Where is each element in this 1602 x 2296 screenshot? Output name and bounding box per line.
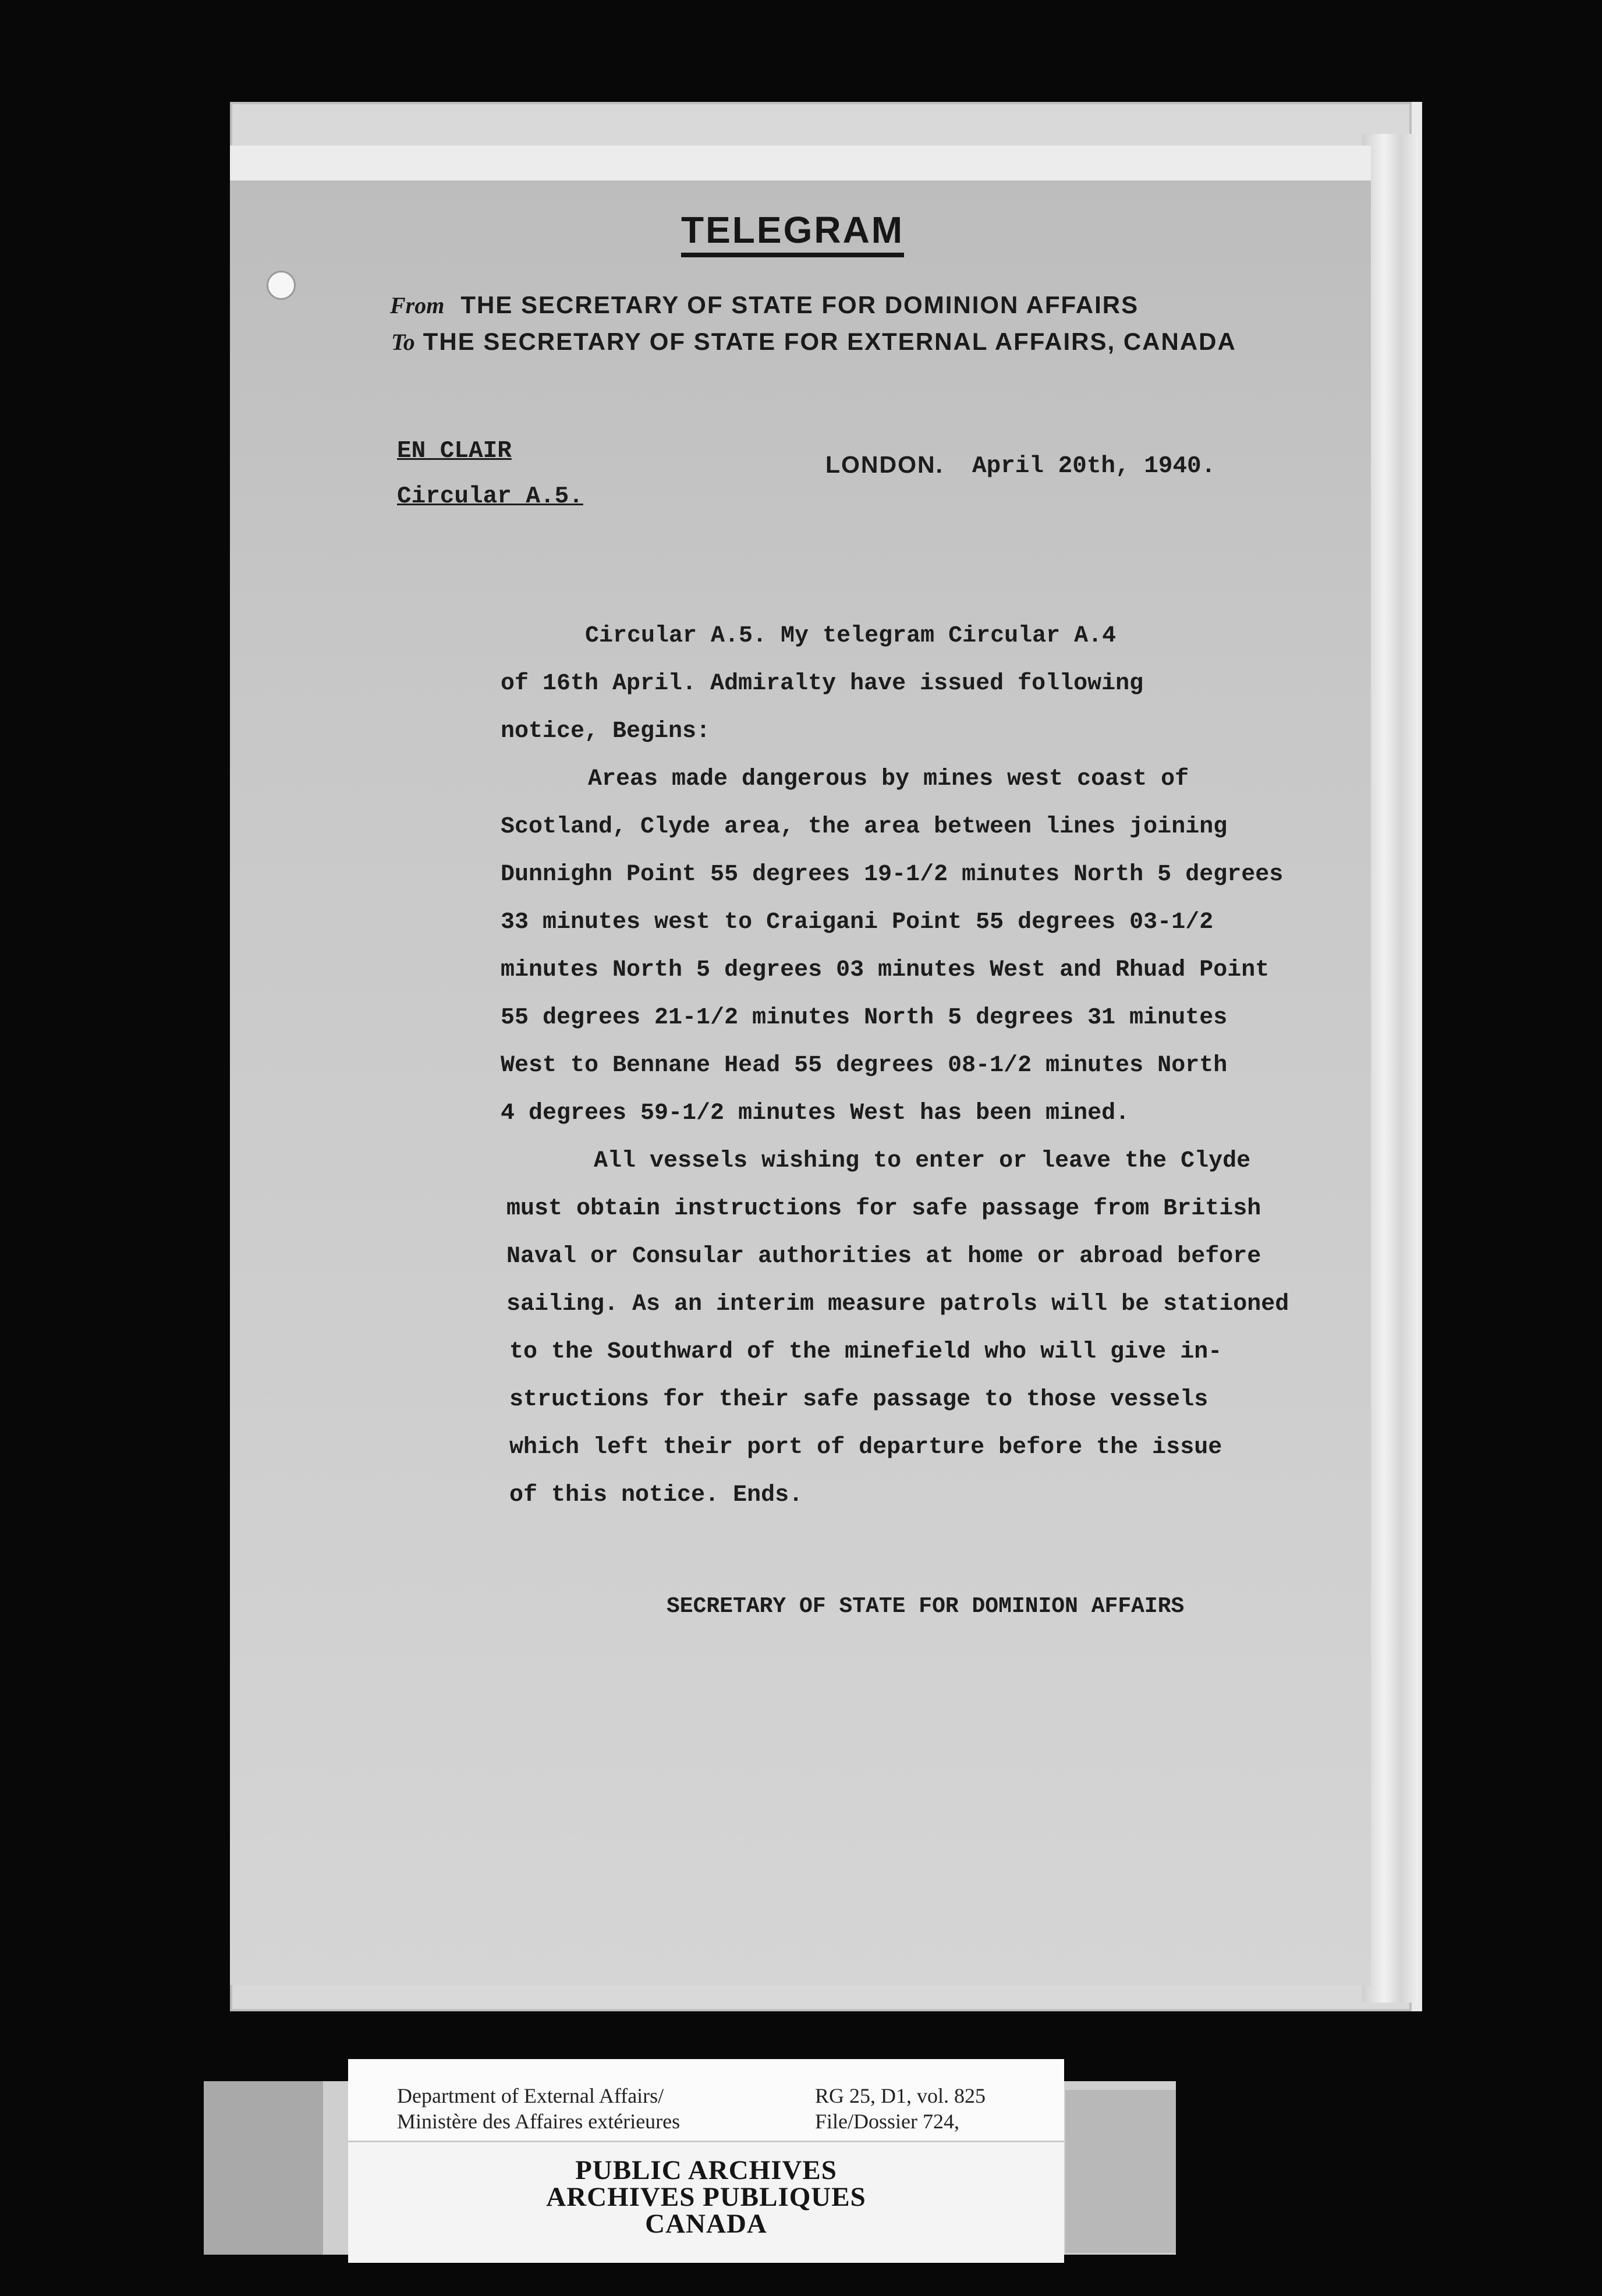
to-line — [391, 328, 1236, 356]
body-line: of this notice. Ends. — [509, 1482, 803, 1508]
place: LONDON. — [825, 451, 944, 478]
to-value: THE SECRETARY OF STATE FOR EXTERNAL AFFAIRS, CANADA — [423, 328, 1236, 355]
body-line: Areas made dangerous by mines west coast of — [588, 766, 1189, 792]
body-line: All vessels wishing to enter or leave the Clyde — [594, 1148, 1251, 1174]
telegram-body — [501, 612, 1327, 1519]
body-line: minutes North 5 degrees 03 minutes West and Rhuad Point — [501, 957, 1270, 983]
archive-label-left-tab — [204, 2081, 323, 2255]
department-english: Department of External Affairs/ — [397, 2084, 664, 2107]
body-line: sailing. As an interim measure patrols will be stationed — [506, 1291, 1289, 1317]
archive-label-right-tab — [1065, 2090, 1176, 2253]
stamp-line-french: ARCHIVES PUBLIQUES — [546, 2182, 866, 2212]
body-line: which left their port of departure before the issue — [509, 1434, 1222, 1461]
department-french: Ministère des Affaires extérieures — [397, 2110, 681, 2133]
body-line: West to Bennane Head 55 degrees 08-1/2 minutes North — [501, 1053, 1228, 1079]
body-line: to the Southward of the minefield who will give in- — [509, 1339, 1222, 1365]
from-label: From — [390, 292, 445, 318]
body-line: Scotland, Clyde area, the area between lines joining — [501, 814, 1228, 840]
circular-reference: Circular A.5. — [397, 483, 583, 510]
stamp-line-country: CANADA — [645, 2209, 767, 2239]
from-value: THE SECRETARY OF STATE FOR DOMINION AFFAIRS — [460, 291, 1139, 318]
signature: SECRETARY OF STATE FOR DOMINION AFFAIRS — [667, 1594, 1185, 1619]
body-line: of 16th April. Admiralty have issued following — [501, 671, 1144, 697]
date: April 20th, 1940. — [972, 453, 1216, 480]
from-line — [390, 291, 1139, 319]
body-line: 55 degrees 21-1/2 minutes North 5 degrees 31 minutes — [501, 1005, 1228, 1031]
stamp-line-english: PUBLIC ARCHIVES — [575, 2155, 837, 2185]
public-archives-stamp — [348, 2157, 1064, 2237]
body-line: notice, Begins: — [501, 718, 711, 745]
punch-hole — [267, 271, 296, 300]
body-line: structions for their safe passage to those vessels — [509, 1387, 1208, 1413]
to-label: To — [391, 329, 415, 355]
record-group-reference: RG 25, D1, vol. 825 — [815, 2084, 986, 2107]
body-line: Circular A.5. My telegram Circular A.4 — [585, 623, 1117, 649]
body-line: 4 degrees 59-1/2 minutes West has been mined. — [501, 1100, 1130, 1126]
body-line: must obtain instructions for safe passage from British — [506, 1196, 1261, 1222]
telegram-title: TELEGRAM — [681, 210, 904, 257]
body-line: 33 minutes west to Craigani Point 55 degrees 03-1/2 — [501, 909, 1214, 936]
classification: EN CLAIR — [397, 438, 512, 465]
file-dossier-reference: File/Dossier 724, — [815, 2110, 959, 2133]
body-line: Dunnighn Point 55 degrees 19-1/2 minutes North 5 degrees — [501, 862, 1284, 888]
body-line: Naval or Consular authorities at home or abroad before — [506, 1243, 1261, 1270]
